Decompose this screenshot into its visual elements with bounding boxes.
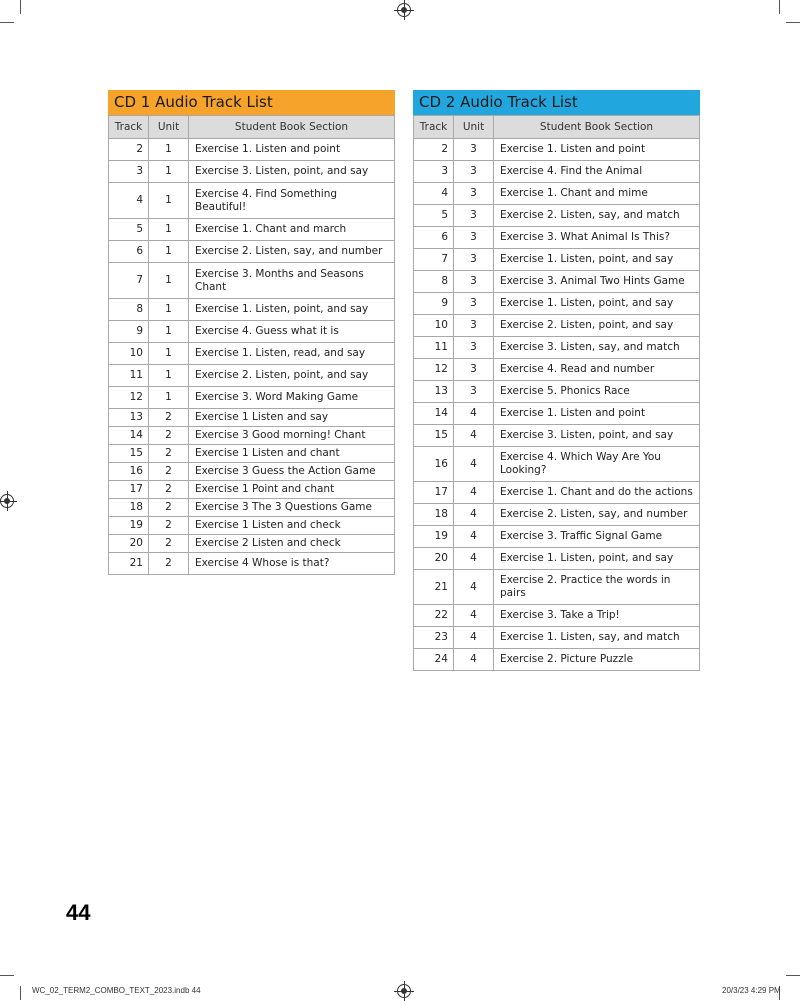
unit-cell: 4	[454, 403, 494, 425]
column-header-track: Track	[414, 116, 454, 139]
track-cell: 4	[414, 183, 454, 205]
track-cell: 11	[414, 337, 454, 359]
table-row	[109, 463, 395, 481]
section-cell: Exercise 2. Listen, say, and number	[189, 241, 395, 263]
section-cell: Exercise 1. Listen, point, and say	[189, 299, 395, 321]
track-cell: 6	[414, 227, 454, 249]
table-row	[109, 427, 395, 445]
section-cell: Exercise 3 The 3 Questions Game	[189, 499, 395, 517]
unit-cell: 3	[454, 315, 494, 337]
section-cell: Exercise 1. Listen, point, and say	[494, 293, 700, 315]
section-cell: Exercise 3. Traffic Signal Game	[494, 526, 700, 548]
page-number: 44	[66, 900, 91, 925]
unit-cell: 3	[454, 293, 494, 315]
section-cell: Exercise 3. Listen, say, and match	[494, 337, 700, 359]
unit-cell: 2	[149, 463, 189, 481]
crop-mark	[786, 975, 800, 976]
section-cell: Exercise 2. Listen, point, and say	[494, 315, 700, 337]
track-cell: 18	[414, 504, 454, 526]
table-row	[109, 499, 395, 517]
unit-cell: 2	[149, 427, 189, 445]
unit-cell: 4	[454, 482, 494, 504]
table-row	[414, 649, 700, 671]
section-cell: Exercise 2. Listen, point, and say	[189, 365, 395, 387]
unit-cell: 3	[454, 271, 494, 293]
section-cell: Exercise 1. Listen, read, and say	[189, 343, 395, 365]
unit-cell: 3	[454, 337, 494, 359]
table-row	[414, 205, 700, 227]
track-cell: 19	[414, 526, 454, 548]
unit-cell: 4	[454, 504, 494, 526]
unit-cell: 1	[149, 365, 189, 387]
section-cell: Exercise 4. Find the Animal	[494, 161, 700, 183]
table-row	[109, 387, 395, 409]
section-cell: Exercise 4. Guess what it is	[189, 321, 395, 343]
unit-cell: 1	[149, 219, 189, 241]
track-cell: 8	[109, 299, 149, 321]
unit-cell: 4	[454, 570, 494, 605]
track-cell: 14	[109, 427, 149, 445]
track-cell: 3	[109, 161, 149, 183]
table-row	[109, 183, 395, 219]
section-cell: Exercise 3. Take a Trip!	[494, 605, 700, 627]
unit-cell: 4	[454, 425, 494, 447]
track-cell: 22	[414, 605, 454, 627]
table-row	[414, 482, 700, 504]
section-cell: Exercise 3. Listen, point, and say	[189, 161, 395, 183]
crop-mark	[779, 0, 780, 14]
section-cell: Exercise 1 Point and chant	[189, 481, 395, 499]
section-cell: Exercise 1. Listen, say, and match	[494, 627, 700, 649]
track-cell: 9	[109, 321, 149, 343]
track-cell: 4	[109, 183, 149, 219]
section-cell: Exercise 3 Good morning! Chant	[189, 427, 395, 445]
cd2-title: CD 2 Audio Track List	[413, 90, 700, 115]
track-cell: 17	[414, 482, 454, 504]
unit-cell: 2	[149, 517, 189, 535]
section-cell: Exercise 3. Word Making Game	[189, 387, 395, 409]
track-cell: 8	[414, 271, 454, 293]
track-cell: 12	[109, 387, 149, 409]
track-cell: 13	[414, 381, 454, 403]
unit-cell: 1	[149, 161, 189, 183]
cd2-track-list	[413, 90, 700, 671]
track-cell: 15	[109, 445, 149, 463]
table-row	[414, 403, 700, 425]
section-cell: Exercise 1. Listen, point, and say	[494, 249, 700, 271]
table-header-row	[109, 116, 395, 139]
section-cell: Exercise 3 Guess the Action Game	[189, 463, 395, 481]
cd1-title: CD 1 Audio Track List	[108, 90, 395, 115]
table-row	[109, 517, 395, 535]
unit-cell: 4	[454, 526, 494, 548]
track-cell: 3	[414, 161, 454, 183]
table-row	[109, 535, 395, 553]
section-cell: Exercise 3. Animal Two Hints Game	[494, 271, 700, 293]
table-row	[414, 526, 700, 548]
track-cell: 24	[414, 649, 454, 671]
table-row	[414, 227, 700, 249]
table-row	[414, 425, 700, 447]
table-row	[414, 161, 700, 183]
print-slug-date: 20/3/23 4:29 PM	[722, 986, 781, 995]
track-cell: 7	[414, 249, 454, 271]
section-cell: Exercise 2. Listen, say, and match	[494, 205, 700, 227]
table-row	[414, 315, 700, 337]
section-cell: Exercise 1. Listen and point	[494, 139, 700, 161]
column-header-track: Track	[109, 116, 149, 139]
table-row	[414, 249, 700, 271]
section-cell: Exercise 3. What Animal Is This?	[494, 227, 700, 249]
section-cell: Exercise 1 Listen and say	[189, 409, 395, 427]
table-row	[414, 447, 700, 482]
table-row	[109, 445, 395, 463]
unit-cell: 2	[149, 535, 189, 553]
column-header-unit: Unit	[149, 116, 189, 139]
unit-cell: 2	[149, 409, 189, 427]
table-row	[414, 337, 700, 359]
track-cell: 17	[109, 481, 149, 499]
section-cell: Exercise 1 Listen and check	[189, 517, 395, 535]
table-row	[109, 139, 395, 161]
unit-cell: 4	[454, 605, 494, 627]
unit-cell: 1	[149, 263, 189, 299]
unit-cell: 2	[149, 445, 189, 463]
table-row	[414, 504, 700, 526]
table-row	[414, 605, 700, 627]
table-row	[109, 299, 395, 321]
table-row	[109, 321, 395, 343]
track-cell: 2	[414, 139, 454, 161]
crop-mark	[786, 22, 800, 23]
section-cell: Exercise 1. Listen and point	[494, 403, 700, 425]
track-cell: 9	[414, 293, 454, 315]
unit-cell: 4	[454, 447, 494, 482]
track-cell: 20	[414, 548, 454, 570]
unit-cell: 1	[149, 241, 189, 263]
column-header-section: Student Book Section	[189, 116, 395, 139]
section-cell: Exercise 3. Listen, point, and say	[494, 425, 700, 447]
track-cell: 15	[414, 425, 454, 447]
table-row	[109, 343, 395, 365]
table-row	[414, 570, 700, 605]
section-cell: Exercise 3. Months and Seasons Chant	[189, 263, 395, 299]
table-row	[109, 365, 395, 387]
unit-cell: 3	[454, 205, 494, 227]
unit-cell: 2	[149, 499, 189, 517]
unit-cell: 3	[454, 381, 494, 403]
track-cell: 5	[109, 219, 149, 241]
table-row	[414, 627, 700, 649]
table-header-row	[414, 116, 700, 139]
track-cell: 16	[109, 463, 149, 481]
column-header-section: Student Book Section	[494, 116, 700, 139]
section-cell: Exercise 1 Listen and chant	[189, 445, 395, 463]
table-row	[109, 161, 395, 183]
section-cell: Exercise 4 Whose is that?	[189, 553, 395, 575]
section-cell: Exercise 2 Listen and check	[189, 535, 395, 553]
unit-cell: 2	[149, 553, 189, 575]
table-row	[414, 359, 700, 381]
crop-mark	[20, 986, 21, 1000]
track-cell: 13	[109, 409, 149, 427]
track-cell: 18	[109, 499, 149, 517]
section-cell: Exercise 4. Which Way Are You Looking?	[494, 447, 700, 482]
unit-cell: 2	[149, 481, 189, 499]
table-row	[414, 293, 700, 315]
section-cell: Exercise 1. Chant and do the actions	[494, 482, 700, 504]
table-row	[414, 183, 700, 205]
table-row	[109, 409, 395, 427]
unit-cell: 3	[454, 249, 494, 271]
section-cell: Exercise 4. Find Something Beautiful!	[189, 183, 395, 219]
table-row	[414, 381, 700, 403]
unit-cell: 4	[454, 627, 494, 649]
track-cell: 10	[414, 315, 454, 337]
table-row	[109, 241, 395, 263]
table-row	[109, 553, 395, 575]
unit-cell: 3	[454, 359, 494, 381]
track-cell: 21	[414, 570, 454, 605]
table-row	[109, 219, 395, 241]
section-cell: Exercise 1. Chant and march	[189, 219, 395, 241]
table-row	[414, 548, 700, 570]
print-slug-file: WC_02_TERM2_COMBO_TEXT_2023.indb 44	[32, 986, 201, 995]
track-cell: 19	[109, 517, 149, 535]
unit-cell: 4	[454, 548, 494, 570]
table-row	[414, 271, 700, 293]
section-cell: Exercise 5. Phonics Race	[494, 381, 700, 403]
cd1-track-list	[108, 90, 395, 575]
section-cell: Exercise 1. Listen, point, and say	[494, 548, 700, 570]
unit-cell: 1	[149, 183, 189, 219]
registration-mark-icon	[0, 494, 14, 508]
registration-mark-icon	[397, 984, 411, 998]
unit-cell: 3	[454, 183, 494, 205]
registration-mark-icon	[397, 3, 411, 17]
track-cell: 12	[414, 359, 454, 381]
cd2-table	[413, 115, 700, 671]
crop-mark	[20, 0, 21, 14]
table-row	[414, 139, 700, 161]
section-cell: Exercise 4. Read and number	[494, 359, 700, 381]
track-cell: 14	[414, 403, 454, 425]
section-cell: Exercise 1. Chant and mime	[494, 183, 700, 205]
crop-mark	[0, 22, 14, 23]
section-cell: Exercise 1. Listen and point	[189, 139, 395, 161]
table-row	[109, 481, 395, 499]
unit-cell: 1	[149, 139, 189, 161]
unit-cell: 1	[149, 387, 189, 409]
track-cell: 5	[414, 205, 454, 227]
track-cell: 23	[414, 627, 454, 649]
section-cell: Exercise 2. Listen, say, and number	[494, 504, 700, 526]
unit-cell: 4	[454, 649, 494, 671]
unit-cell: 3	[454, 227, 494, 249]
table-row	[109, 263, 395, 299]
unit-cell: 1	[149, 343, 189, 365]
track-cell: 2	[109, 139, 149, 161]
track-cell: 20	[109, 535, 149, 553]
track-cell: 7	[109, 263, 149, 299]
track-cell: 11	[109, 365, 149, 387]
crop-mark	[0, 975, 14, 976]
unit-cell: 1	[149, 321, 189, 343]
unit-cell: 1	[149, 299, 189, 321]
unit-cell: 3	[454, 161, 494, 183]
track-cell: 21	[109, 553, 149, 575]
section-cell: Exercise 2. Practice the words in pairs	[494, 570, 700, 605]
track-cell: 6	[109, 241, 149, 263]
track-cell: 10	[109, 343, 149, 365]
track-cell: 16	[414, 447, 454, 482]
section-cell: Exercise 2. Picture Puzzle	[494, 649, 700, 671]
unit-cell: 3	[454, 139, 494, 161]
column-header-unit: Unit	[454, 116, 494, 139]
cd1-table	[108, 115, 395, 575]
